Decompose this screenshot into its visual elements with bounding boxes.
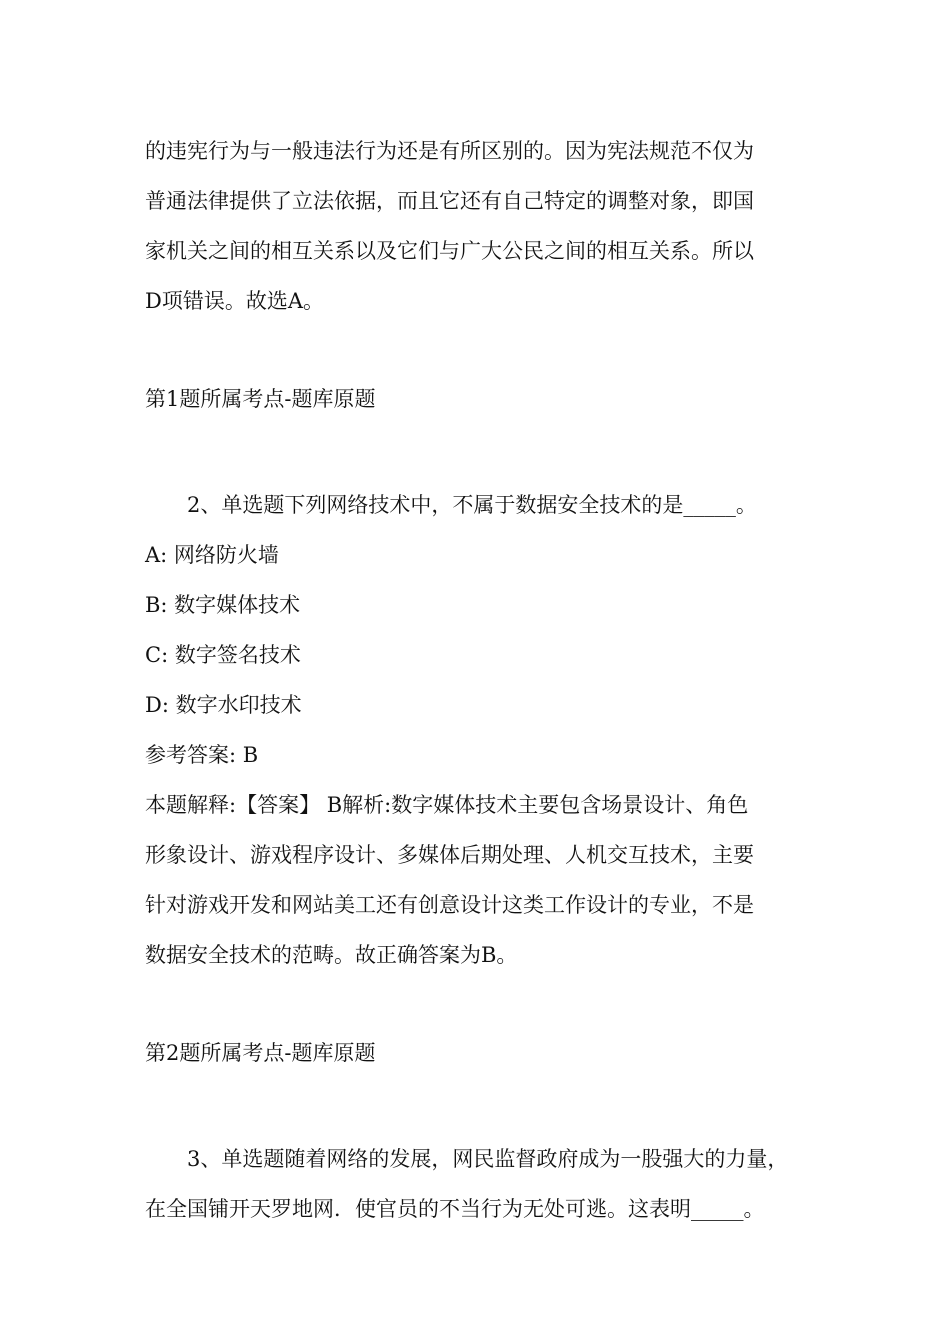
document-page xyxy=(145,126,825,1234)
question-category: 第1题所属考点-题库原题 xyxy=(145,387,376,411)
explanation-line: 数据安全技术的范畴。故正确答案为B。 xyxy=(145,943,518,967)
explanation-line: 形象设计、游戏程序设计、多媒体后期处理、人机交互技术，主要 xyxy=(145,843,754,867)
question-2 xyxy=(145,480,825,1078)
option-d: D: 数字水印技术 xyxy=(145,693,302,717)
spacer xyxy=(145,1078,825,1134)
option-c: C: 数字签名技术 xyxy=(145,643,301,667)
explanation-line: 家机关之间的相互关系以及它们与广大公民之间的相互关系。所以 xyxy=(145,239,754,263)
question-stem: 2、单选题下列网络技术中，不属于数据安全技术的是_____。 xyxy=(187,493,757,517)
reference-answer: 参考答案: B xyxy=(145,743,259,767)
spacer xyxy=(145,980,825,1028)
explanation-line: D项错误。故选A。 xyxy=(145,289,325,313)
question-3 xyxy=(145,1134,825,1234)
explanation-line: 针对游戏开发和网站美工还有创意设计这类工作设计的专业，不是 xyxy=(145,893,754,917)
explanation-line: 的违宪行为与一般违法行为还是有所区别的。因为宪法规范不仅为 xyxy=(145,139,754,163)
option-b: B: 数字媒体技术 xyxy=(145,593,301,617)
explanation-line: 普通法律提供了立法依据，而且它还有自己特定的调整对象，即国 xyxy=(145,189,754,213)
question-stem-continued: 在全国铺开天罗地网．使官员的不当行为无处可逃。这表明_____。 xyxy=(145,1197,765,1221)
question-1-tail xyxy=(145,126,825,424)
question-stem: 3、单选题随着网络的发展，网民监督政府成为一股强大的力量， xyxy=(187,1147,789,1171)
spacer xyxy=(145,424,825,480)
question-category: 第2题所属考点-题库原题 xyxy=(145,1041,376,1065)
option-a: A: 网络防火墙 xyxy=(145,543,279,567)
spacer xyxy=(145,326,825,374)
explanation-line: 本题解释:【答案】 B解析:数字媒体技术主要包含场景设计、角色 xyxy=(145,793,749,817)
